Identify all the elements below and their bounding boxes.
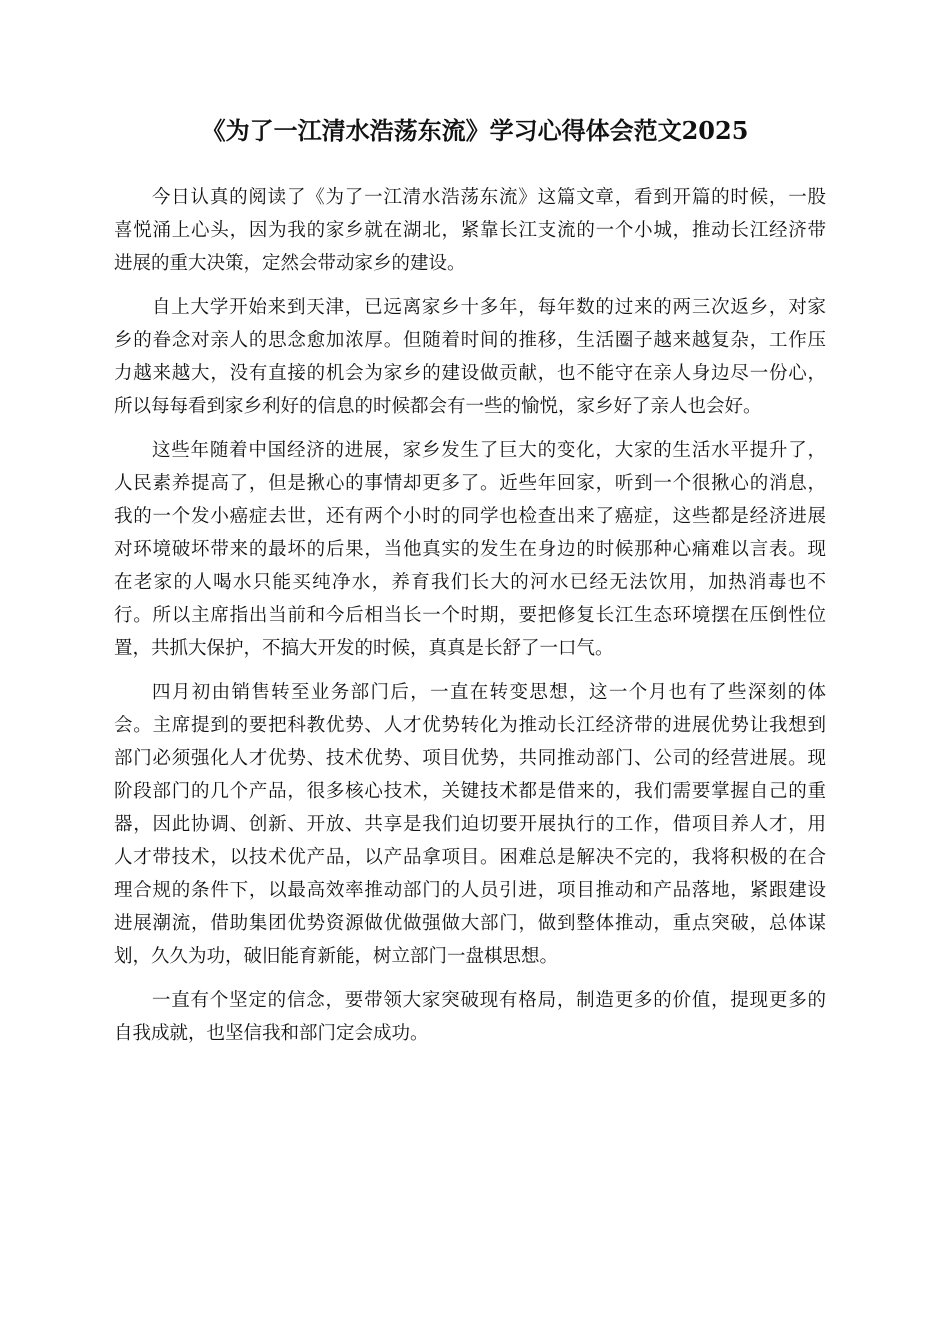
paragraph-line: 我的一个发小癌症去世，还有两个小时的同学也检查出来了癌症，这些都是经济进展	[114, 506, 826, 527]
paragraph-line: 自我成就，也坚信我和部门定会成功。	[114, 1023, 429, 1044]
paragraph-line: 理合规的条件下，以最高效率推动部门的人员引进，项目推动和产品落地，紧跟建设	[114, 880, 826, 901]
paragraph-line: 四月初由销售转至业务部门后，一直在转变思想，这一个月也有了些深刻的体	[152, 682, 826, 703]
paragraph-line: 在老家的人喝水只能买纯净水，养育我们长大的河水已经无法饮用，加热消毒也不	[114, 572, 826, 593]
paragraph-line: 乡的眷念对亲人的思念愈加浓厚。但随着时间的推移，生活圈子越来越复杂，工作压	[114, 330, 826, 351]
paragraph-line: 阶段部门的几个产品，很多核心技术，关键技术都是借来的，我们需要掌握自己的重	[114, 781, 826, 802]
document-title: 《为了一江清水浩荡东流》学习心得体会范文2025	[201, 116, 749, 145]
paragraph-line: 自上大学开始来到天津，已远离家乡十多年，每年数的过来的两三次返乡，对家	[152, 297, 826, 318]
paragraph-line: 所以每每看到家乡利好的信息的时候都会有一些的愉悦，家乡好了亲人也会好。	[114, 396, 762, 417]
paragraph-line: 置，共抓大保护，不搞大开发的时候，真真是长舒了一口气。	[114, 638, 614, 659]
paragraph-line: 器，因此协调、创新、开放、共享是我们迫切要开展执行的工作，借项目养人才，用	[114, 814, 826, 835]
paragraph	[114, 181, 826, 280]
paragraph-line: 进展潮流，借助集团优势资源做优做强做大部门，做到整体推动，重点突破，总体谋	[114, 913, 826, 934]
paragraph-line: 进展的重大决策，定然会带动家乡的建设。	[114, 253, 466, 274]
paragraph-line: 对环境破坏带来的最坏的后果，当他真实的发生在身边的时候那种心痛难以言表。现	[114, 539, 826, 560]
paragraph	[114, 676, 826, 973]
paragraph	[114, 291, 826, 423]
paragraph-line: 人民素养提高了，但是揪心的事情却更多了。近些年回家，听到一个很揪心的消息，	[114, 473, 826, 494]
paragraph	[114, 984, 826, 1050]
paragraph	[114, 434, 826, 665]
paragraph-line: 划，久久为功，破旧能育新能，树立部门一盘棋思想。	[114, 946, 559, 967]
paragraph-line: 喜悦涌上心头，因为我的家乡就在湖北，紧靠长江支流的一个小城，推动长江经济带	[114, 220, 826, 241]
paragraph-line: 会。主席提到的要把科教优势、人才优势转化为推动长江经济带的进展优势让我想到	[114, 715, 826, 736]
paragraph-line: 今日认真的阅读了《为了一江清水浩荡东流》这篇文章，看到开篇的时候，一股	[152, 187, 826, 208]
paragraph-line: 人才带技术，以技术优产品，以产品拿项目。困难总是解决不完的，我将积极的在合	[114, 847, 826, 868]
paragraph-line: 部门必须强化人才优势、技术优势、项目优势，共同推动部门、公司的经营进展。现	[114, 748, 826, 769]
paragraph-line: 一直有个坚定的信念，要带领大家突破现有格局，制造更多的价值，提现更多的	[152, 990, 826, 1011]
paragraph-line: 行。所以主席指出当前和今后相当长一个时期，要把修复长江生态环境摆在压倒性位	[114, 605, 826, 626]
document-body	[114, 181, 826, 1061]
paragraph-line: 力越来越大，没有直接的机会为家乡的建设做贡献，也不能守在亲人身边尽一份心，	[114, 363, 826, 384]
paragraph-line: 这些年随着中国经济的进展，家乡发生了巨大的变化，大家的生活水平提升了，	[152, 440, 826, 461]
